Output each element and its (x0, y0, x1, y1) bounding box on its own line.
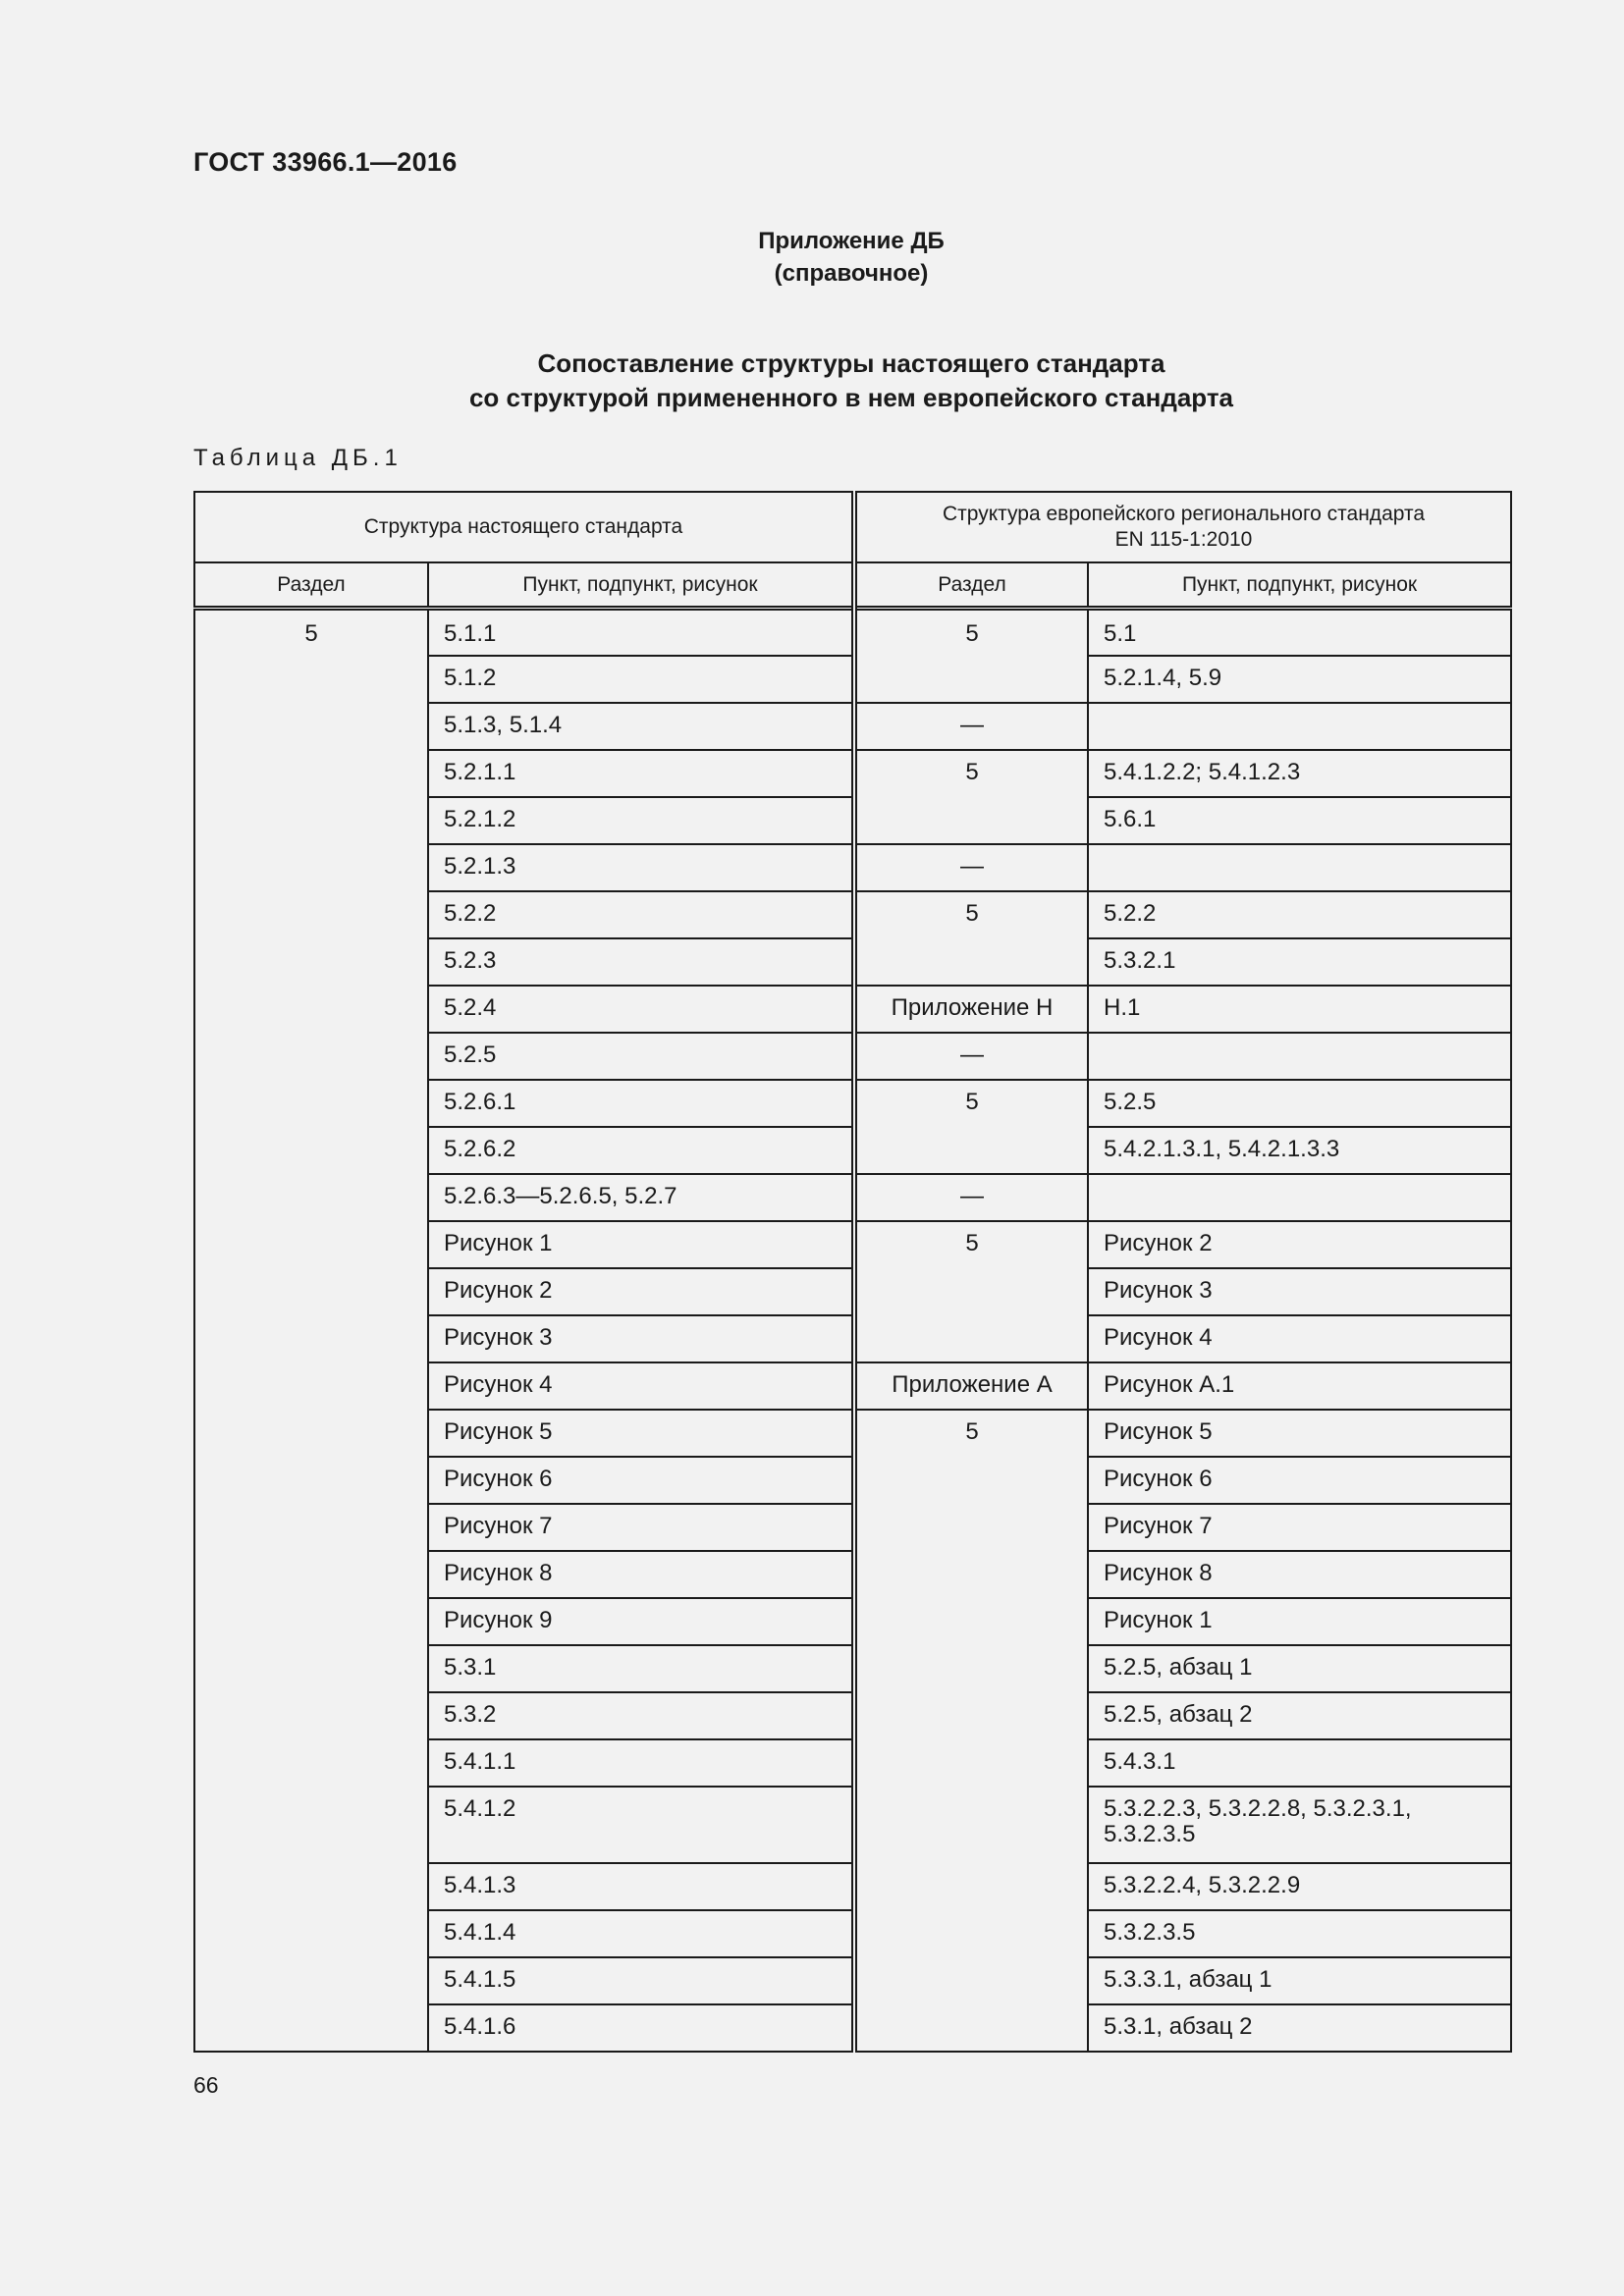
group-header-european-standard (854, 492, 1511, 562)
left-item-cell: Рисунок 8 (428, 1551, 854, 1598)
column-header-left-item: Пункт, подпункт, рисунок (428, 562, 854, 609)
page-number: 66 (193, 2072, 219, 2098)
right-item-cell (1088, 844, 1511, 891)
right-item-cell: 5.3.2.2.4, 5.3.2.2.9 (1088, 1863, 1511, 1910)
left-item-cell: 5.2.4 (428, 986, 854, 1033)
column-header-right-item: Пункт, подпункт, рисунок (1088, 562, 1511, 609)
left-item-cell: 5.4.1.4 (428, 1910, 854, 1957)
right-item-cell: Рисунок А.1 (1088, 1362, 1511, 1410)
right-item-cell: 5.2.5, абзац 2 (1088, 1692, 1511, 1739)
appendix-title: Приложение ДБ (758, 228, 945, 254)
left-item-cell: 5.1.2 (428, 656, 854, 703)
left-item-cell: Рисунок 4 (428, 1362, 854, 1410)
left-item-cell: 5.4.1.1 (428, 1739, 854, 1787)
left-item-cell: 5.2.6.2 (428, 1127, 854, 1174)
right-item-cell: 5.2.5, абзац 1 (1088, 1645, 1511, 1692)
right-section-cell: 5 (854, 750, 1088, 844)
left-item-cell: 5.2.1.2 (428, 797, 854, 844)
right-item-cell: 5.4.2.1.3.1, 5.4.2.1.3.3 (1088, 1127, 1511, 1174)
table-row (194, 609, 1511, 656)
appendix-subtitle: (справочное) (774, 260, 929, 287)
right-section-cell: 5 (854, 891, 1088, 986)
left-item-cell: 5.2.6.3—5.2.6.5, 5.2.7 (428, 1174, 854, 1221)
right-section-cell: — (854, 1174, 1088, 1221)
right-item-cell: 5.4.1.2.2; 5.4.1.2.3 (1088, 750, 1511, 797)
right-item-cell: Н.1 (1088, 986, 1511, 1033)
right-section-cell: — (854, 844, 1088, 891)
right-item-cell: 5.3.3.1, абзац 1 (1088, 1957, 1511, 2004)
left-item-cell: 5.2.1.3 (428, 844, 854, 891)
group-header-european-line-1: Структура европейского регионального стандарта (943, 503, 1426, 525)
left-item-cell: 5.2.1.1 (428, 750, 854, 797)
right-section-cell: — (854, 703, 1088, 750)
right-item-cell: 5.2.2 (1088, 891, 1511, 938)
right-item-cell: 5.3.2.1 (1088, 938, 1511, 986)
right-item-cell: Рисунок 6 (1088, 1457, 1511, 1504)
left-item-cell: Рисунок 9 (428, 1598, 854, 1645)
left-item-cell: 5.2.5 (428, 1033, 854, 1080)
page-title-line-2: со структурой примененного в нем европейского стандарта (468, 383, 1234, 412)
group-header-european-line-2: EN 115-1:2010 (1114, 528, 1253, 551)
right-section-cell: 5 (854, 1221, 1088, 1362)
left-item-cell: 5.1.3, 5.1.4 (428, 703, 854, 750)
document-code: ГОСТ 33966.1—2016 (193, 147, 458, 177)
right-item-cell: 5.3.1, абзац 2 (1088, 2004, 1511, 2052)
appendix-heading (0, 225, 1624, 290)
column-header-left-section: Раздел (194, 562, 428, 609)
right-item-cell: Рисунок 4 (1088, 1315, 1511, 1362)
right-item-cell: 5.2.1.4, 5.9 (1088, 656, 1511, 703)
left-item-cell: 5.4.1.5 (428, 1957, 854, 2004)
right-section-cell: — (854, 1033, 1088, 1080)
left-item-cell: Рисунок 6 (428, 1457, 854, 1504)
left-item-cell: 5.4.1.3 (428, 1863, 854, 1910)
column-header-right-section: Раздел (854, 562, 1088, 609)
group-header-current-standard: Структура настоящего стандарта (194, 492, 854, 562)
left-item-cell: Рисунок 5 (428, 1410, 854, 1457)
right-section-cell: 5 (854, 1410, 1088, 2052)
right-item-cell: Рисунок 2 (1088, 1221, 1511, 1268)
right-item-cell: 5.6.1 (1088, 797, 1511, 844)
right-item-cell: 5.3.2.3.5 (1088, 1910, 1511, 1957)
right-item-cell: 5.3.2.2.3, 5.3.2.2.8, 5.3.2.3.1, 5.3.2.3.5 (1088, 1787, 1511, 1863)
table-body (194, 609, 1511, 2052)
right-item-cell: 5.4.3.1 (1088, 1739, 1511, 1787)
right-item-cell: 5.1 (1088, 609, 1511, 656)
left-item-cell: 5.3.1 (428, 1645, 854, 1692)
right-section-cell: Приложение Н (854, 986, 1088, 1033)
right-item-cell (1088, 1033, 1511, 1080)
right-item-cell: Рисунок 7 (1088, 1504, 1511, 1551)
right-item-cell: Рисунок 5 (1088, 1410, 1511, 1457)
right-item-cell: Рисунок 8 (1088, 1551, 1511, 1598)
left-item-cell: Рисунок 3 (428, 1315, 854, 1362)
page-title (0, 347, 1624, 415)
left-section-cell: 5 (194, 609, 428, 2052)
left-item-cell: 5.3.2 (428, 1692, 854, 1739)
comparison-table (193, 491, 1512, 2053)
right-section-cell: 5 (854, 609, 1088, 703)
left-item-cell: 5.2.3 (428, 938, 854, 986)
right-section-cell: 5 (854, 1080, 1088, 1174)
right-item-cell: 5.2.5 (1088, 1080, 1511, 1127)
left-item-cell: 5.1.1 (428, 609, 854, 656)
left-item-cell: Рисунок 1 (428, 1221, 854, 1268)
right-section-cell: Приложение А (854, 1362, 1088, 1410)
left-item-cell: 5.4.1.2 (428, 1787, 854, 1863)
left-item-cell: 5.4.1.6 (428, 2004, 854, 2052)
left-item-cell: Рисунок 2 (428, 1268, 854, 1315)
right-item-cell (1088, 703, 1511, 750)
right-item-cell (1088, 1174, 1511, 1221)
table-caption: Таблица ДБ.1 (193, 445, 403, 471)
right-item-cell: Рисунок 1 (1088, 1598, 1511, 1645)
left-item-cell: 5.2.2 (428, 891, 854, 938)
left-item-cell: Рисунок 7 (428, 1504, 854, 1551)
right-item-cell: Рисунок 3 (1088, 1268, 1511, 1315)
left-item-cell: 5.2.6.1 (428, 1080, 854, 1127)
page-title-line-1: Сопоставление структуры настоящего стандарта (537, 348, 1165, 378)
